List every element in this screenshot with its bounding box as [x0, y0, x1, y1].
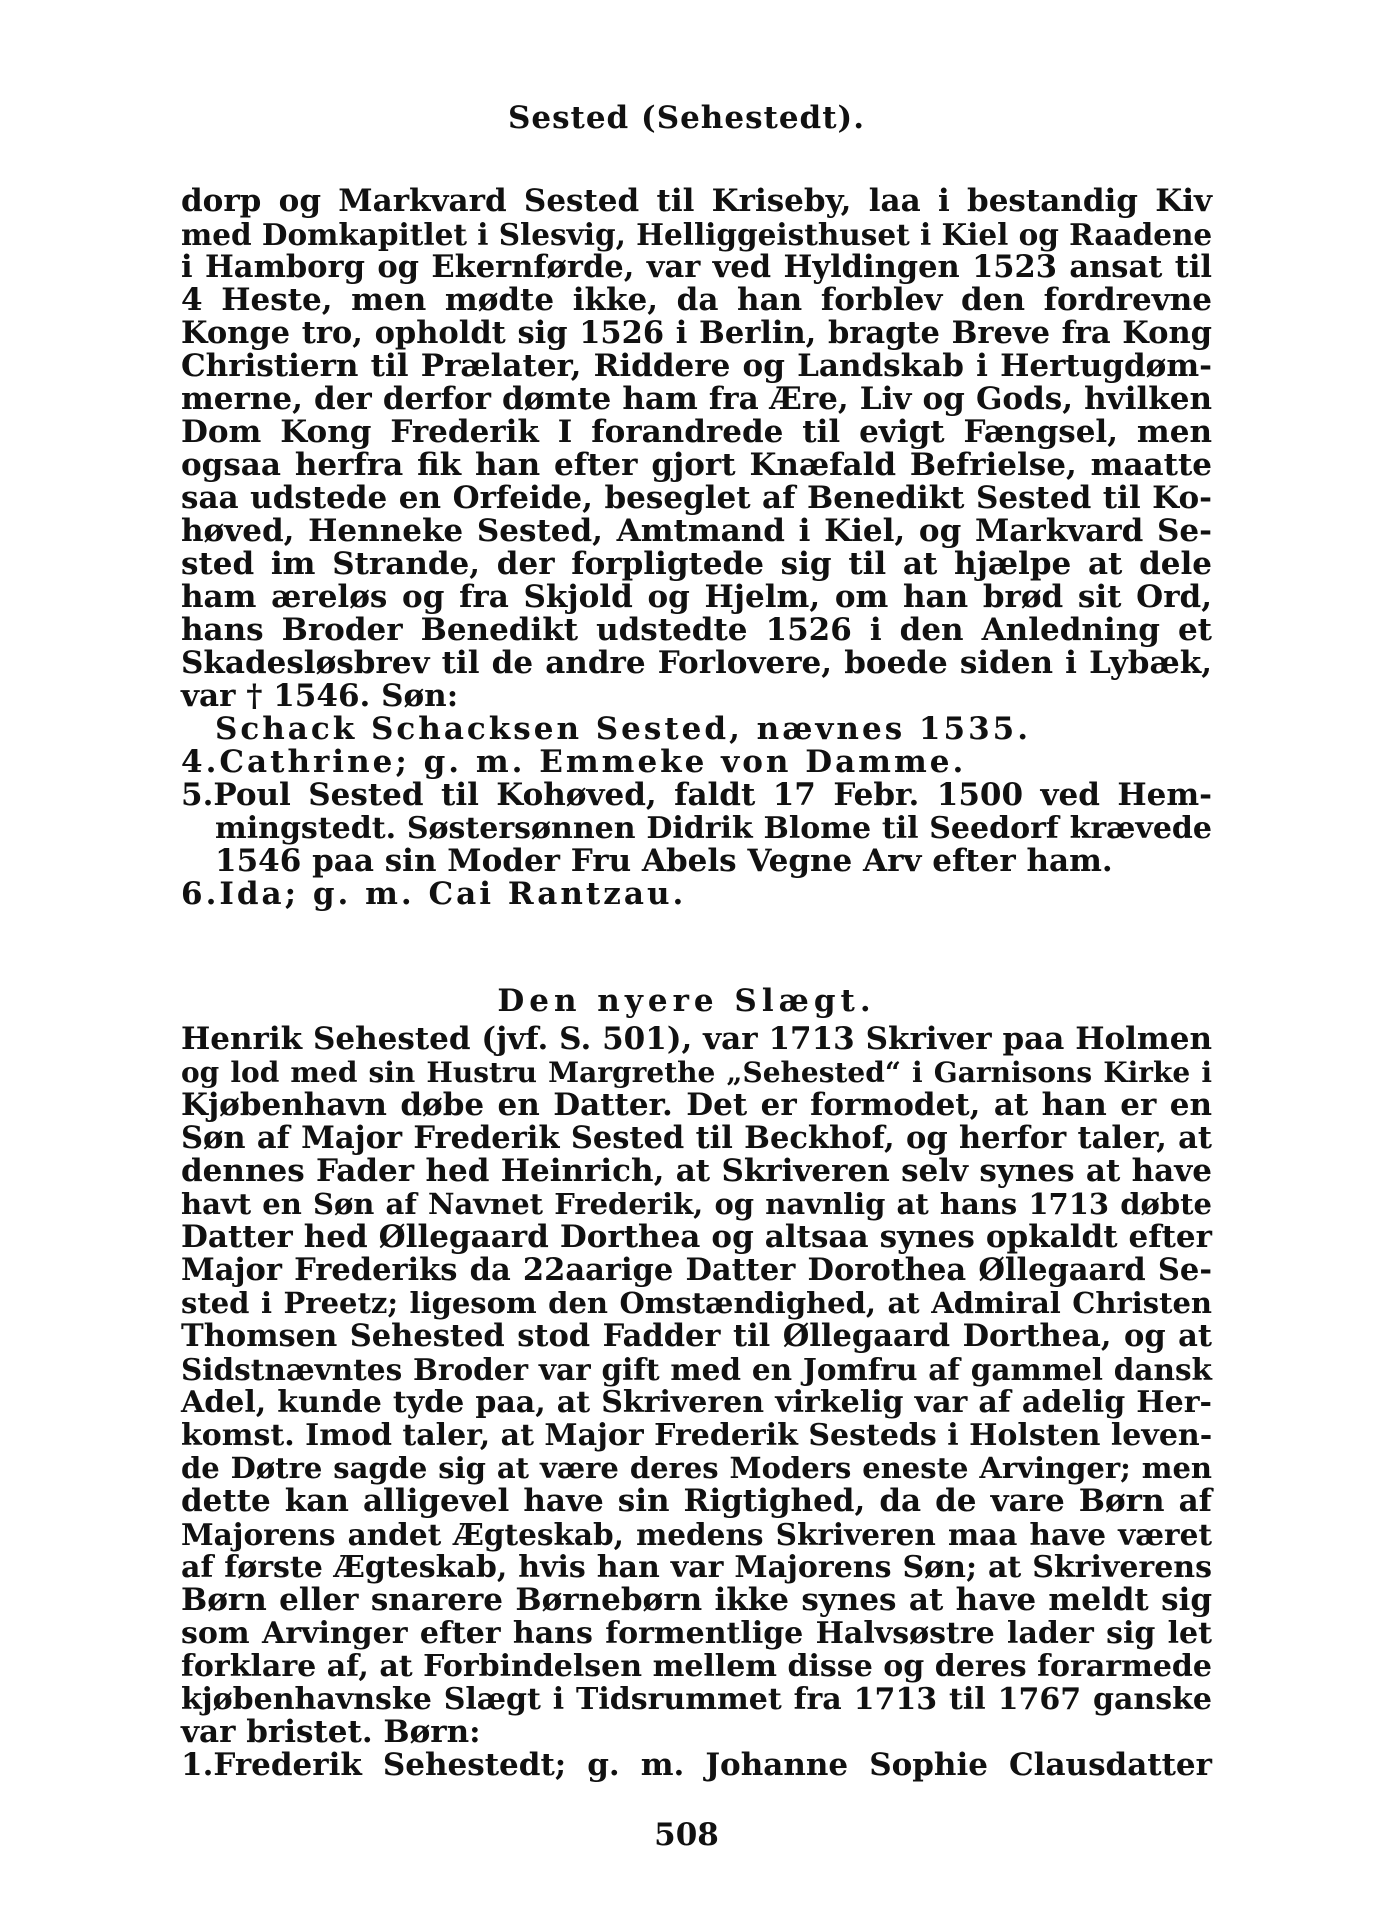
- text-line: Majorens andet Ægteskab, medens Skriveren maa have været: [181, 1517, 1212, 1552]
- page-number: 508: [654, 1817, 719, 1853]
- text-line: sted i Preetz; ligesom den Omstændighed, at Admiral Christen: [181, 1286, 1212, 1320]
- text-line: i Hamborg og Ekernførde, var ved Hyldingen 1523 ansat til: [181, 249, 1212, 285]
- text-line: 1546 paa sin Moder Fru Abels Vegne Arv efter ham.: [215, 843, 1113, 879]
- text-block-older-line: [181, 185, 1212, 911]
- text-line: Dom Kong Frederik I forandrede til evigt Fængsel, men: [181, 414, 1212, 450]
- running-head: Sested (Sehestedt).: [507, 100, 866, 136]
- text-line: Henrik Sehested (jvf. S. 501), var 1713 Skriver paa Holmen: [181, 1021, 1212, 1057]
- genealogy-entry: 5.Poul Sested til Kohøved, faldt 17 Febr. 1500 ved Hem-: [181, 777, 1212, 813]
- text-line: Thomsen Sehested stod Fadder til Øllegaard Dorthea, og at: [181, 1318, 1212, 1354]
- text-block-newer-line: [181, 1023, 1212, 1782]
- text-line: forklare af, at Forbindelsen mellem disse og deres forarmede: [181, 1649, 1212, 1684]
- text-line: hans Broder Benedikt udstedte 1526 i den Anledning et: [181, 612, 1212, 648]
- text-line: havt en Søn af Navnet Frederik, og navnlig at hans 1713 døbte: [181, 1187, 1212, 1221]
- text-line: dorp og Markvard Sested til Kriseby, laa i bestandig Kiv: [181, 183, 1212, 219]
- text-line: mingstedt. Søstersønnen Didrik Blome til Seedorf krævede: [215, 811, 1212, 846]
- text-line: ham æreløs og fra Skjold og Hjelm, om han brød sit Ord,: [181, 579, 1212, 615]
- genealogy-entry: 6.Ida; g. m. Cai Rantzau.: [181, 876, 687, 912]
- text-line: Adel, kunde tyde paa, at Skriveren virkelig var af adelig Her-: [181, 1385, 1212, 1420]
- text-line: Christiern til Prælater, Riddere og Landskab i Hertugdøm-: [181, 348, 1212, 384]
- text-line: Sidstnævntes Broder var gift med en Jomfru af gammel dansk: [181, 1352, 1212, 1387]
- text-line: saa udstede en Orfeide, beseglet af Benedikt Sested til Ko-: [181, 480, 1212, 516]
- text-line: og lod med sin Hustru Margrethe „Sehested“ i Garnisons Kirke i: [181, 1056, 1212, 1089]
- text-line: høved, Henneke Sested, Amtmand i Kiel, og Markvard Se-: [181, 513, 1212, 549]
- text-line: Søn af Major Frederik Sested til Beckhof, og herfor taler, at: [181, 1120, 1212, 1156]
- text-line: med Domkapitlet i Slesvig, Helliggeisthuset i Kiel og Raadene: [181, 217, 1213, 252]
- text-line: ogsaa herfra fik han efter gjort Knæfald Befrielse, maatte: [181, 447, 1212, 483]
- text-line: var bristet. Børn:: [181, 1714, 481, 1750]
- genealogy-entry: 1.Frederik Sehestedt; g. m. Johanne Sophie Clausdatter: [181, 1747, 1212, 1783]
- text-line: sted im Strande, der forpligtede sig til at hjælpe at dele: [181, 546, 1212, 582]
- text-line: var † 1546. Søn:: [181, 678, 459, 714]
- text-line: kjøbenhavnske Slægt i Tidsrummet fra 1713 til 1767 ganske: [181, 1682, 1212, 1717]
- text-line: Datter hed Øllegaard Dorthea og altsaa synes opkaldt efter: [181, 1219, 1212, 1255]
- text-line: Børn eller snarere Børnebørn ikke synes at have meldt sig: [181, 1582, 1212, 1618]
- text-line: Kjøbenhavn døbe en Datter. Det er formodet, at han er en: [181, 1087, 1212, 1123]
- section-title: Den nyere Slægt.: [497, 983, 876, 1019]
- text-line: som Arvinger efter hans formentlige Halvsøstre lader sig let: [181, 1616, 1212, 1651]
- text-line: dennes Fader hed Heinrich, at Skriveren selv synes at have: [181, 1153, 1212, 1189]
- text-line: Konge tro, opholdt sig 1526 i Berlin, bragte Breve fra Kong: [181, 315, 1212, 351]
- genealogy-entry: 4.Cathrine; g. m. Emmeke von Damme.: [181, 744, 967, 780]
- text-line: merne, der derfor dømte ham fra Ære, Liv og Gods, hvilken: [181, 381, 1212, 417]
- genealogy-entry: Schack Schacksen Sested, nævnes 1535.: [215, 711, 1032, 747]
- text-line: komst. Imod taler, at Major Frederik Sesteds i Holsten leven-: [181, 1418, 1213, 1453]
- text-line: af første Ægteskab, hvis han var Majorens Søn; at Skriverens: [181, 1550, 1212, 1585]
- text-line: 4 Heste, men mødte ikke, da han forblev den fordrevne: [181, 282, 1212, 318]
- text-line: Major Frederiks da 22aarige Datter Dorothea Øllegaard Se-: [181, 1252, 1212, 1288]
- text-line: de Døtre sagde sig at være deres Moders eneste Arvinger; men: [181, 1451, 1212, 1485]
- text-line: Skadesløsbrev til de andre Forlovere, boede siden i Lybæk,: [181, 645, 1212, 681]
- text-line: dette kan alligevel have sin Rigtighed, da de vare Børn af: [181, 1483, 1212, 1519]
